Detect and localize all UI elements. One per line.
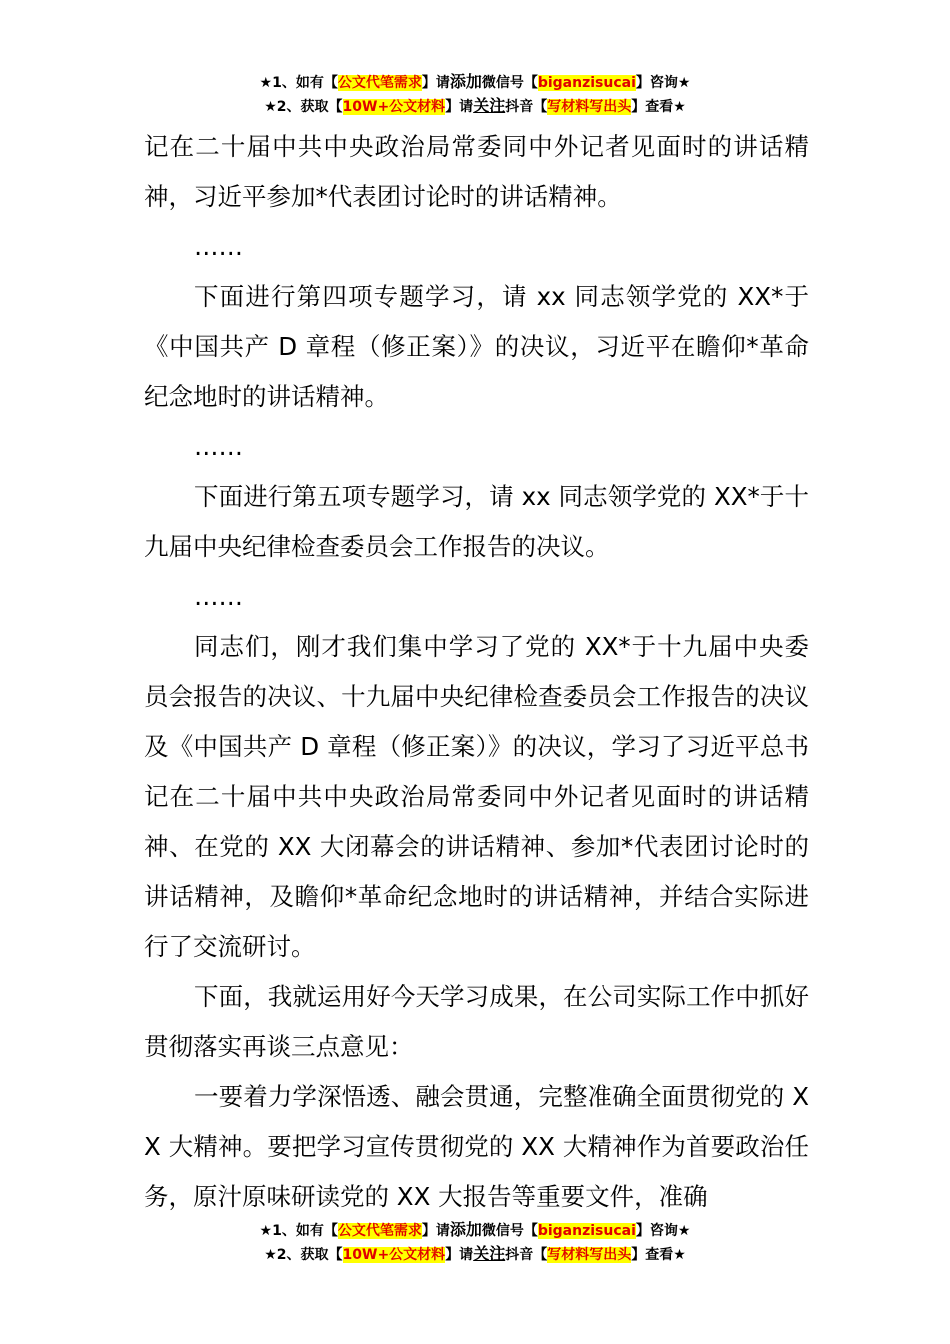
banner-emphasis: 添加 (449, 1220, 482, 1239)
paragraph-topic-five: 下面进行第五项专题学习，请 xx 同志领学党的 XX*于十九届中央纪律检查委员会工作报告的决议。 (144, 482, 809, 561)
banner-text: 微信号【 (481, 1223, 538, 1239)
banner-highlight: 10W+公文材料 (342, 99, 446, 115)
paragraph-ellipsis: …… (194, 432, 243, 461)
banner-text: 微信号【 (481, 75, 538, 91)
banner-text: ★2、获取【 (264, 1247, 343, 1263)
paragraph-opinion-one: 一要着力学深悟透、融会贯通，完整准确全面贯彻党的 XX 大精神。要把学习宣传贯彻党的 XX 大精神作为首要政治任务，原汁原味研读党的 XX 大报告等重要文件，准确 (144, 1082, 809, 1211)
banner-highlight: 写材料写出头 (547, 99, 632, 115)
banner-text: 】请 (445, 99, 474, 115)
banner-text: 】请 (421, 75, 450, 91)
paragraph-ellipsis: …… (194, 232, 243, 261)
footer-banner-line-2 (0, 1242, 950, 1266)
banner-highlight: 公文代笔需求 (337, 1223, 422, 1239)
paragraph-topic-four: 下面进行第四项专题学习，请 xx 同志领学党的 XX*于《中国共产 D 章程（修正案）》的决议，习近平在瞻仰*革命纪念地时的讲话精神。 (144, 282, 809, 411)
banner-text: 】查看★ (631, 99, 686, 115)
banner-text: ★1、如有【 (259, 1223, 338, 1239)
paragraph-continuation: 记在二十届中共中央政治局常委同中外记者见面时的讲话精神，习近平参加*代表团讨论时的讲话精神。 (144, 132, 809, 211)
banner-text: 】咨询★ (635, 1223, 691, 1239)
banner-highlight: biganzisucai (537, 1223, 636, 1239)
banner-highlight: 写材料写出头 (547, 1247, 632, 1263)
paragraph-summary: 同志们，刚才我们集中学习了党的 XX*于十九届中央委员会报告的决议、十九届中央纪律检查委员会工作报告的决议及《中国共产 D 章程（修正案）》的决议，学习了习近平总书记在二十届中共中央政治局常委同中外记者见面时的讲话精神、在党的 XX 大闭幕会的讲话精神、参加*代表团讨论时的讲话精神，及瞻仰*革命纪念地时的讲话精神，并结合实际进行了交流研讨。 (144, 632, 809, 961)
banner-highlight: 10W+公文材料 (342, 1247, 446, 1263)
paragraph-opinions-intro: 下面，我就运用好今天学习成果，在公司实际工作中抓好贯彻落实再谈三点意见： (144, 982, 809, 1061)
banner-text: 】请 (445, 1247, 474, 1263)
banner-text: 抖音【 (505, 99, 548, 115)
banner-text: 】咨询★ (635, 75, 691, 91)
header-banner-line-2 (0, 94, 950, 118)
footer-banner (0, 1218, 950, 1266)
header-banner-line-1 (0, 70, 950, 94)
paragraph-ellipsis: …… (194, 582, 243, 611)
banner-highlight: 公文代笔需求 (337, 75, 422, 91)
document-body (144, 122, 809, 1222)
footer-banner-line-1 (0, 1218, 950, 1242)
banner-text: ★1、如有【 (259, 75, 338, 91)
banner-emphasis: 关注 (473, 1244, 506, 1263)
banner-text: 】请 (421, 1223, 450, 1239)
banner-text: 抖音【 (505, 1247, 548, 1263)
banner-text: 】查看★ (631, 1247, 686, 1263)
header-banner (0, 70, 950, 118)
banner-highlight: biganzisucai (537, 75, 636, 91)
banner-emphasis: 添加 (449, 72, 482, 91)
banner-emphasis: 关注 (473, 96, 506, 115)
banner-text: ★2、获取【 (264, 99, 343, 115)
